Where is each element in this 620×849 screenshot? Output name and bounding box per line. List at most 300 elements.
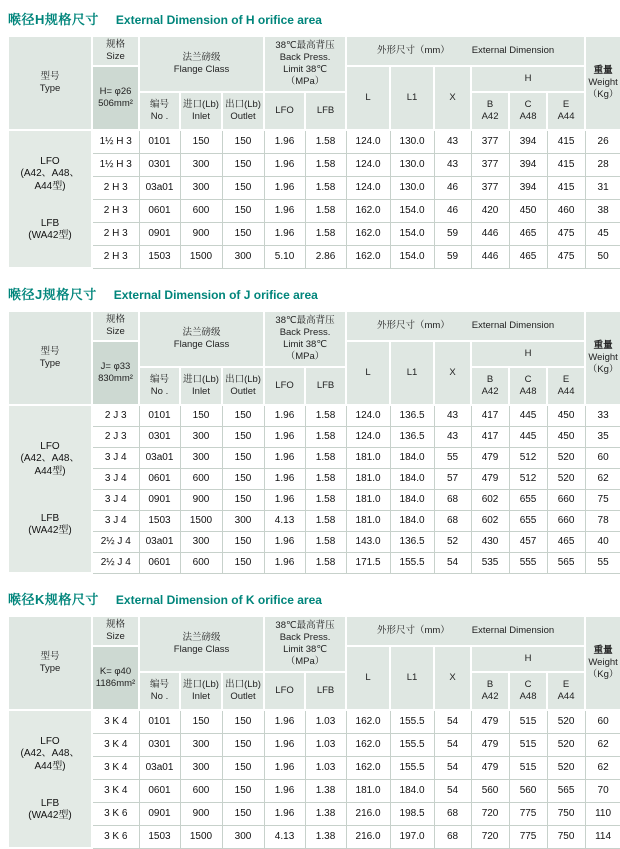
- cell-l: 216.0: [346, 825, 390, 848]
- type-group-label: LFO (A42、A48、 A44型): [20, 735, 80, 772]
- cell-outlet: 150: [222, 176, 264, 199]
- cell-outlet: 150: [222, 405, 264, 426]
- cell-b: 479: [471, 756, 509, 779]
- cell-c: 445: [509, 426, 547, 447]
- cell-e: 450: [547, 405, 585, 426]
- col-header-lfo: LFO: [264, 367, 305, 405]
- cell-c: 394: [509, 153, 547, 176]
- cell-x: 59: [434, 222, 471, 245]
- cell-b: 430: [471, 531, 509, 552]
- cell-weight: 114: [585, 825, 620, 848]
- cell-l: 162.0: [346, 756, 390, 779]
- cell-lfb: 2.86: [305, 245, 346, 268]
- cell-l: 124.0: [346, 130, 390, 153]
- col-header-size: 规格 Size: [92, 311, 139, 341]
- cell-outlet: 150: [222, 130, 264, 153]
- cell-b: 479: [471, 447, 509, 468]
- col-header-outlet: 出口(Lb) Outlet: [222, 672, 264, 710]
- col-header-size: [92, 36, 139, 66]
- cell-no: 1503: [139, 510, 180, 531]
- section-k-orifice: [7, 589, 619, 849]
- section-title-zh: 喉径K规格尺寸: [8, 592, 99, 607]
- col-header-type: 型号 Type: [8, 616, 92, 710]
- table-row: [8, 531, 620, 552]
- cell-e: 475: [547, 245, 585, 268]
- col-header-outlet: 出口(Lb) Outlet: [222, 92, 264, 130]
- col-header-l1: L1: [390, 66, 434, 130]
- cell-lfb: 1.58: [305, 468, 346, 489]
- cell-b: 535: [471, 552, 509, 573]
- size-label-en: Size: [106, 51, 125, 62]
- section-title-en: External Dimension of H orifice area: [115, 13, 322, 27]
- table-row: [8, 710, 620, 733]
- cell-l: 181.0: [346, 447, 390, 468]
- cell-lfo: 1.96: [264, 405, 305, 426]
- col-header-flange-class: 法兰磅级 Flange Class: [139, 616, 264, 672]
- cell-l1: 155.5: [390, 756, 434, 779]
- col-header-size: 规格 Size: [92, 616, 139, 646]
- col-header-c: C A48: [509, 92, 547, 130]
- section-h-orifice: [7, 9, 619, 269]
- section-title-zh: 喉径J规格尺寸: [8, 287, 97, 302]
- size-value-cell: H= φ26 506mm²: [92, 66, 139, 130]
- col-header-external-dimension: 外形尺寸（mm） External Dimension: [346, 36, 585, 66]
- cell-c: 512: [509, 447, 547, 468]
- cell-l1: 184.0: [390, 779, 434, 802]
- cell-no: 1503: [139, 245, 180, 268]
- cell-weight: 33: [585, 405, 620, 426]
- table-row: [8, 468, 620, 489]
- table-row: [8, 825, 620, 848]
- col-header-weight: 重量 Weight （Kg）: [585, 311, 620, 405]
- cell-l1: 184.0: [390, 510, 434, 531]
- cell-lfb: 1.58: [305, 426, 346, 447]
- col-header-inlet: 进口(Lb) Inlet: [180, 92, 222, 130]
- table-row: [8, 552, 620, 573]
- col-header-l: L: [346, 341, 390, 405]
- col-header-weight: 重量 Weight （Kg）: [585, 36, 620, 130]
- cell-weight: 40: [585, 531, 620, 552]
- type-group-label: LFB (WA42型): [28, 217, 72, 241]
- cell-e: 660: [547, 489, 585, 510]
- cell-size: 3 K 4: [92, 779, 139, 802]
- cell-inlet: 300: [180, 531, 222, 552]
- col-header-l1: L1: [390, 341, 434, 405]
- cell-lfb: 1.38: [305, 779, 346, 802]
- cell-l1: 136.5: [390, 531, 434, 552]
- cell-inlet: 300: [180, 447, 222, 468]
- cell-lfb: 1.38: [305, 825, 346, 848]
- size-value-cell: J= φ33 830mm²: [92, 341, 139, 405]
- cell-no: 0301: [139, 733, 180, 756]
- section-title-en: External Dimension of J orifice area: [113, 288, 318, 302]
- cell-l: 124.0: [346, 153, 390, 176]
- cell-c: 512: [509, 468, 547, 489]
- cell-l: 124.0: [346, 405, 390, 426]
- cell-e: 520: [547, 468, 585, 489]
- col-header-lfb: LFB: [305, 367, 346, 405]
- cell-inlet: 300: [180, 733, 222, 756]
- cell-inlet: 300: [180, 153, 222, 176]
- cell-l: 181.0: [346, 489, 390, 510]
- cell-e: 520: [547, 756, 585, 779]
- cell-l1: 130.0: [390, 130, 434, 153]
- cell-size: 3 K 6: [92, 825, 139, 848]
- cell-lfb: 1.58: [305, 222, 346, 245]
- cell-lfo: 1.96: [264, 779, 305, 802]
- cell-outlet: 150: [222, 222, 264, 245]
- col-header-l: L: [346, 66, 390, 130]
- cell-e: 520: [547, 733, 585, 756]
- col-header-c: C A48: [509, 367, 547, 405]
- cell-lfb: 1.03: [305, 710, 346, 733]
- cell-b: 602: [471, 489, 509, 510]
- cell-c: 394: [509, 176, 547, 199]
- cell-size: 3 K 6: [92, 802, 139, 825]
- cell-e: 415: [547, 153, 585, 176]
- cell-size: 2 H 3: [92, 199, 139, 222]
- cell-l: 162.0: [346, 199, 390, 222]
- cell-inlet: 600: [180, 468, 222, 489]
- cell-size: 1½ H 3: [92, 153, 139, 176]
- cell-size: 2 J 3: [92, 405, 139, 426]
- cell-e: 450: [547, 426, 585, 447]
- cell-e: 565: [547, 552, 585, 573]
- col-header-h-group: H: [471, 341, 585, 367]
- col-header-external-dimension: 外形尺寸（mm） External Dimension: [346, 616, 585, 646]
- cell-size: 3 J 4: [92, 510, 139, 531]
- cell-b: 602: [471, 510, 509, 531]
- cell-weight: 35: [585, 426, 620, 447]
- cell-l: 162.0: [346, 222, 390, 245]
- cell-x: 43: [434, 130, 471, 153]
- cell-b: 417: [471, 405, 509, 426]
- cell-lfb: 1.58: [305, 176, 346, 199]
- type-group-label: LFB (WA42型): [28, 797, 72, 821]
- cell-outlet: 150: [222, 447, 264, 468]
- cell-inlet: 900: [180, 802, 222, 825]
- cell-l1: 155.5: [390, 552, 434, 573]
- cell-l: 143.0: [346, 531, 390, 552]
- cell-b: 560: [471, 779, 509, 802]
- col-header-e: E A44: [547, 367, 585, 405]
- cell-x: 46: [434, 199, 471, 222]
- cell-l1: 197.0: [390, 825, 434, 848]
- cell-outlet: 300: [222, 245, 264, 268]
- col-header-h-group: H: [471, 646, 585, 672]
- cell-x: 68: [434, 802, 471, 825]
- cell-lfo: 5.10: [264, 245, 305, 268]
- cell-c: 775: [509, 825, 547, 848]
- col-header-no: 编号 No .: [139, 367, 180, 405]
- cell-inlet: 1500: [180, 510, 222, 531]
- cell-e: 475: [547, 222, 585, 245]
- cell-l1: 130.0: [390, 153, 434, 176]
- col-header-lfo: LFO: [264, 672, 305, 710]
- cell-lfb: 1.03: [305, 756, 346, 779]
- section-title-zh: 喉径H规格尺寸: [8, 12, 99, 27]
- cell-weight: 70: [585, 779, 620, 802]
- cell-b: 720: [471, 802, 509, 825]
- cell-size: 3 J 4: [92, 489, 139, 510]
- cell-b: 479: [471, 468, 509, 489]
- cell-x: 59: [434, 245, 471, 268]
- cell-l1: 136.5: [390, 405, 434, 426]
- cell-size: 3 K 4: [92, 756, 139, 779]
- table-row: [8, 405, 620, 426]
- cell-lfo: 1.96: [264, 468, 305, 489]
- cell-b: 446: [471, 222, 509, 245]
- cell-lfb: 1.58: [305, 130, 346, 153]
- cell-e: 520: [547, 447, 585, 468]
- cell-no: 0301: [139, 426, 180, 447]
- cell-l1: 130.0: [390, 176, 434, 199]
- cell-size: 1½ H 3: [92, 130, 139, 153]
- cell-weight: 26: [585, 130, 620, 153]
- cell-lfo: 1.96: [264, 222, 305, 245]
- section-title: [8, 284, 613, 303]
- table-body-h: [8, 130, 620, 268]
- cell-c: 450: [509, 199, 547, 222]
- flange-label-en: Flange Class: [173, 64, 230, 75]
- cell-l1: 184.0: [390, 489, 434, 510]
- cell-size: 3 J 4: [92, 447, 139, 468]
- cell-no: 0901: [139, 489, 180, 510]
- cell-x: 54: [434, 779, 471, 802]
- cell-lfb: 1.58: [305, 153, 346, 176]
- cell-outlet: 150: [222, 779, 264, 802]
- cell-c: 515: [509, 756, 547, 779]
- cell-inlet: 300: [180, 426, 222, 447]
- cell-outlet: 150: [222, 552, 264, 573]
- cell-size: 2 H 3: [92, 176, 139, 199]
- col-header-type: 型号 Type: [8, 311, 92, 405]
- col-header-type: [8, 36, 92, 130]
- cell-l1: 154.0: [390, 199, 434, 222]
- cell-lfb: 1.58: [305, 531, 346, 552]
- col-header-weight: 重量 Weight （Kg）: [585, 616, 620, 710]
- cell-l1: 184.0: [390, 447, 434, 468]
- col-header-lfo: LFO: [264, 92, 305, 130]
- cell-inlet: 1500: [180, 825, 222, 848]
- cell-outlet: 150: [222, 733, 264, 756]
- cell-inlet: 900: [180, 489, 222, 510]
- cell-lfb: 1.58: [305, 447, 346, 468]
- cell-lfo: 1.96: [264, 710, 305, 733]
- cell-x: 46: [434, 176, 471, 199]
- cell-b: 720: [471, 825, 509, 848]
- cell-e: 565: [547, 779, 585, 802]
- col-header-x: X: [434, 66, 471, 130]
- cell-l: 216.0: [346, 802, 390, 825]
- cell-inlet: 300: [180, 756, 222, 779]
- cell-weight: 55: [585, 552, 620, 573]
- col-header-flange-class: 法兰磅级 Flange Class: [139, 311, 264, 367]
- type-group-label: LFO (A42、A48、 A44型): [20, 155, 80, 192]
- cell-lfb: 1.58: [305, 405, 346, 426]
- cell-no: 1503: [139, 825, 180, 848]
- table-row: [8, 130, 620, 153]
- col-header-c: C A48: [509, 672, 547, 710]
- cell-outlet: 150: [222, 199, 264, 222]
- table-row: [8, 510, 620, 531]
- cell-size: 3 K 4: [92, 733, 139, 756]
- cell-c: 465: [509, 222, 547, 245]
- col-header-h-group: H: [471, 66, 585, 92]
- cell-lfo: 1.96: [264, 130, 305, 153]
- cell-lfo: 1.96: [264, 531, 305, 552]
- col-header-b: B A42: [471, 672, 509, 710]
- col-header-flange-class: [139, 36, 264, 92]
- col-header-lfb: LFB: [305, 672, 346, 710]
- cell-e: 750: [547, 825, 585, 848]
- table-body-j: [8, 405, 620, 573]
- cell-x: 57: [434, 468, 471, 489]
- col-header-b: B A42: [471, 92, 509, 130]
- cell-x: 43: [434, 405, 471, 426]
- section-title: [8, 589, 613, 608]
- cell-outlet: 150: [222, 468, 264, 489]
- cell-no: 0301: [139, 153, 180, 176]
- cell-no: 03a01: [139, 531, 180, 552]
- section-j-orifice: [7, 284, 619, 574]
- cell-b: 479: [471, 710, 509, 733]
- cell-c: 394: [509, 130, 547, 153]
- cell-l: 162.0: [346, 710, 390, 733]
- cell-e: 460: [547, 199, 585, 222]
- cell-b: 377: [471, 176, 509, 199]
- flange-label-zh: 法兰磅级: [182, 52, 221, 63]
- cell-lfo: 1.96: [264, 802, 305, 825]
- cell-size: 2½ J 4: [92, 531, 139, 552]
- cell-l: 124.0: [346, 176, 390, 199]
- cell-lfo: 1.96: [264, 733, 305, 756]
- cell-no: 03a01: [139, 756, 180, 779]
- cell-outlet: 150: [222, 426, 264, 447]
- cell-e: 415: [547, 176, 585, 199]
- cell-x: 54: [434, 552, 471, 573]
- table-row: [8, 245, 620, 268]
- cell-c: 465: [509, 245, 547, 268]
- cell-lfo: 4.13: [264, 510, 305, 531]
- cell-c: 457: [509, 531, 547, 552]
- type-label-en: Type: [39, 83, 61, 94]
- cell-c: 515: [509, 733, 547, 756]
- spec-table-j: [7, 310, 620, 574]
- cell-l: 124.0: [346, 426, 390, 447]
- size-value-cell: K= φ40 1186mm²: [92, 646, 139, 710]
- type-cell: [8, 130, 92, 268]
- cell-inlet: 150: [180, 405, 222, 426]
- cell-x: 43: [434, 426, 471, 447]
- cell-l1: 136.5: [390, 426, 434, 447]
- cell-no: 0101: [139, 405, 180, 426]
- cell-no: 0901: [139, 222, 180, 245]
- cell-e: 660: [547, 510, 585, 531]
- cell-outlet: 300: [222, 825, 264, 848]
- cell-size: 3 J 4: [92, 468, 139, 489]
- cell-lfo: 1.96: [264, 199, 305, 222]
- cell-l: 181.0: [346, 510, 390, 531]
- cell-l1: 184.0: [390, 468, 434, 489]
- cell-x: 43: [434, 153, 471, 176]
- col-header-e: E A44: [547, 672, 585, 710]
- cell-inlet: 600: [180, 779, 222, 802]
- spec-table-k: [7, 615, 620, 849]
- cell-weight: 62: [585, 733, 620, 756]
- table-body-k: [8, 710, 620, 848]
- cell-l: 171.5: [346, 552, 390, 573]
- cell-weight: 28: [585, 153, 620, 176]
- col-header-no: 编号 No .: [139, 672, 180, 710]
- type-group-label: LFO (A42、A48、 A44型): [20, 440, 80, 477]
- cell-weight: 60: [585, 710, 620, 733]
- cell-inlet: 150: [180, 710, 222, 733]
- cell-x: 54: [434, 710, 471, 733]
- col-header-external-dimension: 外形尺寸（mm） External Dimension: [346, 311, 585, 341]
- cell-outlet: 150: [222, 153, 264, 176]
- section-title: [8, 9, 613, 28]
- cell-lfb: 1.58: [305, 510, 346, 531]
- cell-e: 465: [547, 531, 585, 552]
- cell-lfb: 1.58: [305, 552, 346, 573]
- table-row: [8, 489, 620, 510]
- cell-no: 0601: [139, 779, 180, 802]
- cell-lfb: 1.58: [305, 199, 346, 222]
- cell-weight: 78: [585, 510, 620, 531]
- cell-l1: 198.5: [390, 802, 434, 825]
- cell-outlet: 150: [222, 756, 264, 779]
- cell-c: 555: [509, 552, 547, 573]
- table-row: [8, 756, 620, 779]
- cell-lfo: 1.96: [264, 426, 305, 447]
- cell-no: 0601: [139, 552, 180, 573]
- col-header-e: E A44: [547, 92, 585, 130]
- col-header-l1: L1: [390, 646, 434, 710]
- type-cell: [8, 710, 92, 848]
- cell-no: 0101: [139, 130, 180, 153]
- cell-c: 515: [509, 710, 547, 733]
- type-group-label: LFB (WA42型): [28, 512, 72, 536]
- cell-l1: 155.5: [390, 733, 434, 756]
- cell-b: 479: [471, 733, 509, 756]
- cell-inlet: 900: [180, 222, 222, 245]
- cell-c: 560: [509, 779, 547, 802]
- cell-outlet: 150: [222, 531, 264, 552]
- cell-l: 162.0: [346, 733, 390, 756]
- cell-weight: 38: [585, 199, 620, 222]
- cell-b: 377: [471, 130, 509, 153]
- cell-size: 2½ J 4: [92, 552, 139, 573]
- cell-b: 417: [471, 426, 509, 447]
- cell-c: 655: [509, 489, 547, 510]
- cell-e: 750: [547, 802, 585, 825]
- section-title-en: External Dimension of K orifice area: [115, 593, 322, 607]
- cell-weight: 45: [585, 222, 620, 245]
- cell-inlet: 300: [180, 176, 222, 199]
- cell-no: 03a01: [139, 447, 180, 468]
- col-header-inlet: 进口(Lb) Inlet: [180, 367, 222, 405]
- cell-l: 181.0: [346, 779, 390, 802]
- cell-no: 03a01: [139, 176, 180, 199]
- cell-lfo: 1.96: [264, 447, 305, 468]
- cell-x: 68: [434, 825, 471, 848]
- cell-l: 181.0: [346, 468, 390, 489]
- cell-inlet: 150: [180, 130, 222, 153]
- cell-weight: 62: [585, 756, 620, 779]
- cell-lfo: 1.96: [264, 552, 305, 573]
- cell-l: 162.0: [346, 245, 390, 268]
